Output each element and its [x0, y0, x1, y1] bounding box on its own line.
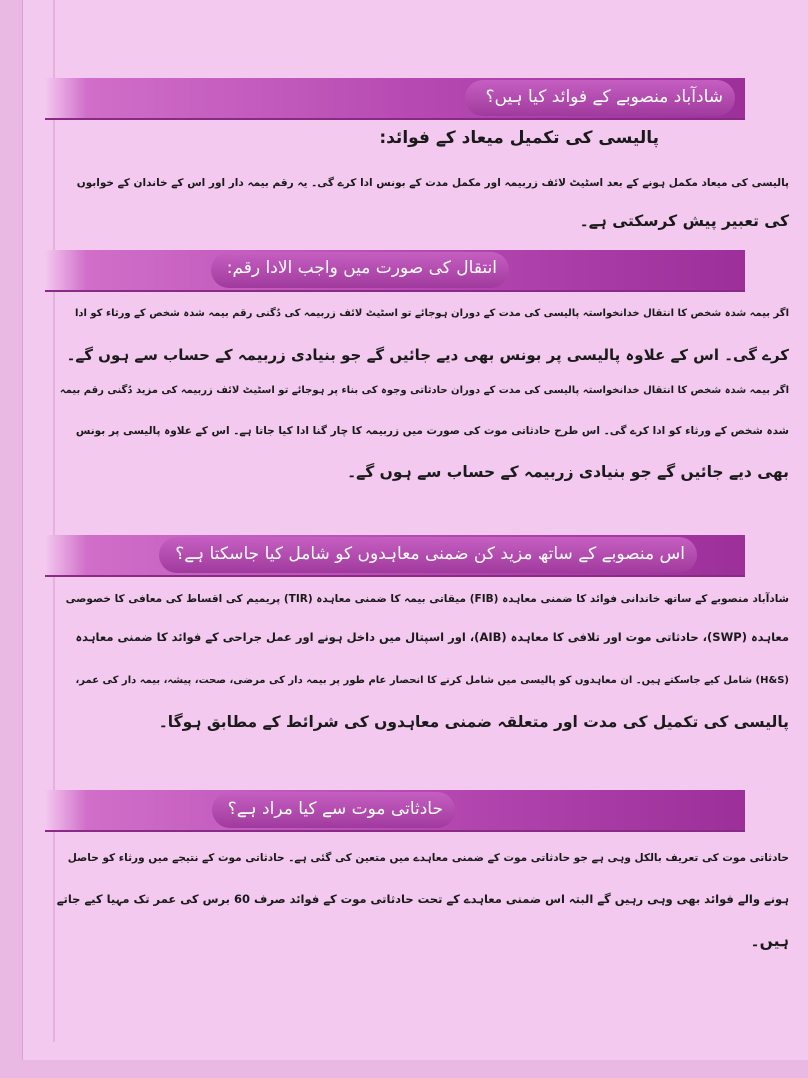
paragraph-line: اگر بیمہ شدہ شخص کا انتقال خدانخواستہ پالیسی کی مدت کے دوران حادثاتی وجوہ کی بناء پر ہوجائے تو اسٹیٹ لائف زربیمہ کی مزید دُگنی رقم بیمہ — [59, 385, 789, 396]
paragraph-line: ہونے والے فوائد بھی وہی رہیں گے البتہ اس ضمنی معاہدے کے تحت حادثاتی موت کے فوائد صرف 60 برس کی عمر تک مہیا کیے جاتے — [56, 892, 789, 906]
paragraph-line: ہیں۔ — [750, 932, 789, 950]
subheading-maturity-benefits: پالیسی کی تکمیل میعاد کے فوائد: — [379, 128, 659, 148]
section-header-death-benefit — [45, 250, 745, 290]
paragraph-line: معاہدہ (SWP)، حادثاتی موت اور تلافی کا معاہدہ (AIB)، اور اسپتال میں داخل ہونے اور عمل جراحی کے فوائد کا ضمنی معاہدہ — [75, 630, 789, 644]
margin-rule — [53, 0, 55, 1042]
paragraph-line: شدہ شخص کے ورثاء کو ادا کرے گی۔ اس طرح حادثاتی موت کی صورت میں زربیمہ کا چار گنا ادا کیا جاتا ہے۔ اس کے علاوہ پالیسی پر بونس — [75, 425, 789, 437]
section-title-death-benefit: انتقال کی صورت میں واجب الادا رقم: — [226, 258, 497, 278]
section-header-riders — [45, 535, 745, 575]
section-title-benefits: شادآباد منصوبے کے فوائد کیا ہیں؟ — [485, 87, 723, 107]
paragraph-line: پالیسی کی تکمیل کی مدت اور متعلقہ ضمنی معاہدوں کی شرائط کے مطابق ہوگا۔ — [158, 713, 789, 731]
paragraph-line: کی تعبیر پیش کرسکتی ہے۔ — [579, 212, 789, 230]
section-title-accidental-death: حادثاتی موت سے کیا مراد ہے؟ — [227, 799, 443, 819]
section-header-accidental-death — [45, 790, 745, 830]
section-header-benefits — [45, 78, 745, 118]
paragraph-line: اگر بیمہ شدہ شخص کا انتقال خدانخواستہ پالیسی کی مدت کے دوران ہوجائے تو اسٹیٹ لائف زربیمہ کی دُگنی رقم بیمہ شدہ شخص کے ورثاء کو ادا — [74, 308, 789, 319]
brochure-page — [22, 0, 808, 1060]
paragraph-line: (H&S) شامل کیے جاسکتے ہیں۔ ان معاہدوں کو پالیسی میں شامل کرنے کا انحصار عام طور پر بیمہ دار کی مرضی، صحت، پیشہ، بیمہ دار کی عمر، — [75, 675, 789, 686]
paragraph-line: کرے گی۔ اس کے علاوہ پالیسی پر بونس بھی دیے جائیں گے جو بنیادی زربیمہ کے حساب سے ہوں گے۔ — [66, 346, 789, 364]
section-title-riders: اس منصوبے کے ساتھ مزید کن ضمنی معاہدوں کو شامل کیا جاسکتا ہے؟ — [175, 544, 685, 564]
paragraph-line: شادآباد منصوبے کے ساتھ خاندانی فوائد کا ضمنی معاہدہ (FIB) میقاتی بیمہ کا ضمنی معاہدہ (TIR) پریمیم کی اقساط کی معافی کا خصوصی — [65, 593, 789, 605]
paragraph-line: پالیسی کی میعاد مکمل ہونے کے بعد اسٹیٹ لائف زربیمہ اور مکمل مدت کے بونس ادا کرے گی۔ یہ رقم بیمہ دار اور اس کے خاندان کے خوابوں — [76, 177, 789, 189]
paragraph-line: بھی دیے جائیں گے جو بنیادی زربیمہ کے حساب سے ہوں گے۔ — [347, 463, 789, 481]
paragraph-line: حادثاتی موت کی تعریف بالکل وہی ہے جو حادثاتی موت کے ضمنی معاہدے میں متعین کی گئی ہے۔ حادثاتی موت کے نتیجے میں ورثاء کو حاصل — [67, 852, 789, 864]
